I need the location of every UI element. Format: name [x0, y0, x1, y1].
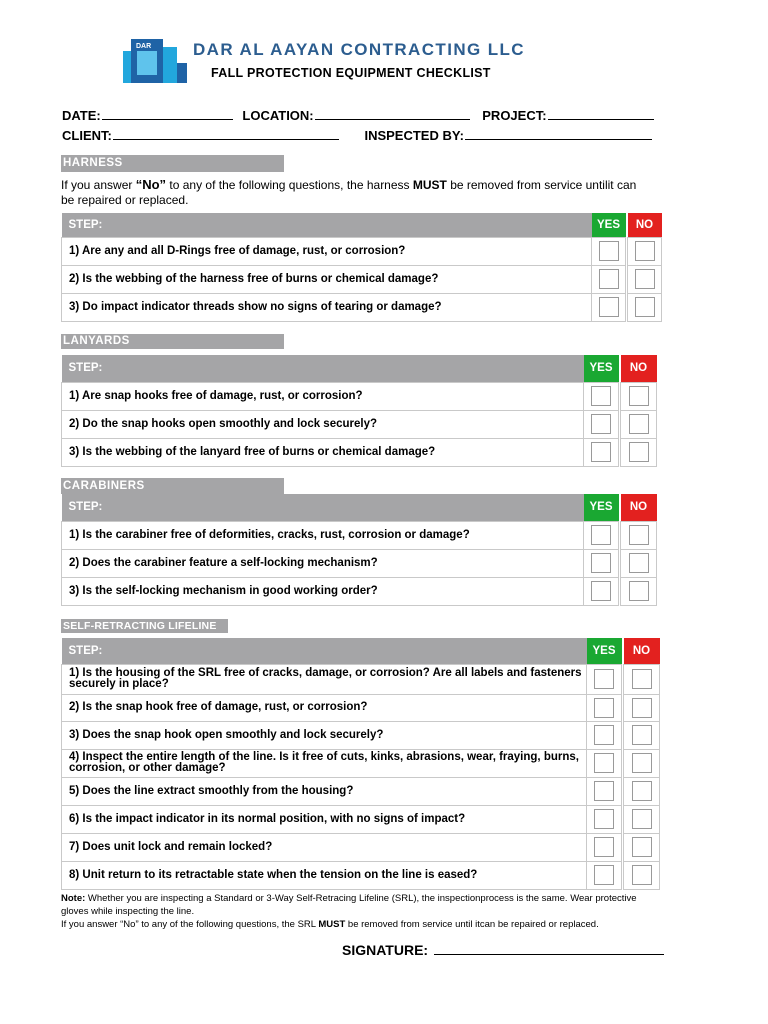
yes-checkbox[interactable] — [594, 865, 614, 885]
question-text: 6) Is the impact indicator in its normal position, with no signs of impact? — [62, 805, 587, 833]
yes-checkbox[interactable] — [591, 414, 611, 434]
lanyards-section-title: LANYARDS — [61, 334, 284, 349]
location-label: LOCATION: — [242, 108, 314, 123]
question-text: 3) Do impact indicator threads show no signs of tearing or damage? — [62, 293, 592, 321]
step-header: STEP: — [62, 213, 592, 237]
note-line-2 — [61, 918, 661, 931]
no-checkbox[interactable] — [629, 414, 649, 434]
question-text: 8) Unit return to its retractable state when the tension on the line is eased? — [62, 861, 587, 889]
yes-checkbox[interactable] — [594, 781, 614, 801]
table-row — [62, 805, 660, 833]
no-checkbox[interactable] — [632, 698, 652, 718]
step-header: STEP: — [62, 638, 587, 664]
no-checkbox[interactable] — [632, 753, 652, 773]
question-text: 4) Inspect the entire length of the line. Is it free of cuts, kinks, abrasions, wear, fraying, burns, corrosion, or other damage? — [62, 749, 587, 777]
table-row — [62, 237, 662, 265]
no-checkbox[interactable] — [632, 837, 652, 857]
question-text: 5) Does the line extract smoothly from the housing? — [62, 777, 587, 805]
client-field[interactable] — [113, 126, 339, 140]
no-checkbox[interactable] — [629, 386, 649, 406]
yes-header: YES — [584, 494, 619, 521]
field-row-1 — [62, 106, 654, 123]
yes-checkbox[interactable] — [594, 698, 614, 718]
yes-checkbox[interactable] — [599, 241, 619, 261]
document-title: FALL PROTECTION EQUIPMENT CHECKLIST — [211, 66, 491, 80]
carabiners-table — [61, 494, 657, 606]
step-header: STEP: — [62, 355, 584, 382]
question-text: 3) Does the snap hook open smoothly and lock securely? — [62, 721, 587, 749]
signature-row — [342, 941, 664, 958]
harness-section-title: HARNESS — [61, 155, 284, 172]
intro-text: be removed from service untilit can be repaired or replaced. — [61, 178, 637, 207]
no-checkbox[interactable] — [632, 725, 652, 745]
step-header: STEP: — [62, 494, 584, 521]
table-row — [62, 861, 660, 889]
table-row — [62, 833, 660, 861]
note-label: Note: — [61, 893, 86, 904]
no-checkbox[interactable] — [632, 669, 652, 689]
note-text: Whether you are inspecting a Standard or 3-Way Self-Retracing Lifeline (SRL), the inspectionprocess is the same. Wear protective gloves while inspecting the line. — [61, 893, 637, 917]
question-text: 2) Is the snap hook free of damage, rust, or corrosion? — [62, 694, 587, 721]
signature-label: SIGNATURE: — [342, 942, 429, 958]
no-checkbox[interactable] — [635, 241, 655, 261]
no-checkbox[interactable] — [635, 297, 655, 317]
table-row — [62, 382, 657, 410]
intro-must: MUST — [412, 178, 447, 192]
table-row — [62, 694, 660, 721]
location-field[interactable] — [315, 106, 470, 120]
question-text: 2) Is the webbing of the harness free of burns or chemical damage? — [62, 265, 592, 293]
note-line-1 — [61, 892, 661, 918]
table-row — [62, 721, 660, 749]
date-field[interactable] — [102, 106, 233, 120]
yes-checkbox[interactable] — [594, 753, 614, 773]
yes-checkbox[interactable] — [591, 386, 611, 406]
table-row — [62, 521, 657, 549]
table-row — [62, 549, 657, 577]
logo-text: DAR — [136, 43, 152, 50]
yes-header: YES — [584, 355, 619, 382]
yes-checkbox[interactable] — [594, 809, 614, 829]
intro-text: If you answer — [61, 178, 136, 192]
no-checkbox[interactable] — [632, 809, 652, 829]
yes-checkbox[interactable] — [591, 581, 611, 601]
yes-checkbox[interactable] — [599, 269, 619, 289]
intro-text: to any of the following questions, the harness — [166, 178, 413, 192]
table-row — [62, 293, 662, 321]
harness-instructions — [61, 177, 651, 208]
question-text: 7) Does unit lock and remain locked? — [62, 833, 587, 861]
inspected-by-label: INSPECTED BY: — [364, 128, 464, 143]
no-header: NO — [621, 355, 657, 382]
intro-no: “No” — [135, 177, 167, 192]
question-text: 3) Is the webbing of the lanyard free of burns or chemical damage? — [62, 438, 584, 466]
date-label: DATE: — [62, 108, 101, 123]
company-name: DAR AL AAYAN CONTRACTING LLC — [193, 40, 525, 59]
question-text: 3) Is the self-locking mechanism in good working order? — [62, 577, 584, 605]
question-text: 2) Do the snap hooks open smoothly and lock securely? — [62, 410, 584, 438]
question-text: 1) Are snap hooks free of damage, rust, or corrosion? — [62, 382, 584, 410]
yes-checkbox[interactable] — [599, 297, 619, 317]
question-text: 1) Is the housing of the SRL free of cracks, damage, or corrosion? Are all labels and fasteners securely in place? — [62, 664, 587, 694]
no-header: NO — [621, 494, 657, 521]
yes-checkbox[interactable] — [594, 837, 614, 857]
question-text: 1) Are any and all D-Rings free of damage, rust, or corrosion? — [62, 237, 592, 265]
yes-header: YES — [592, 213, 626, 237]
table-row — [62, 577, 657, 605]
table-row — [62, 265, 662, 293]
signature-field[interactable] — [434, 941, 664, 955]
yes-checkbox[interactable] — [594, 725, 614, 745]
question-text: 1) Is the carabiner free of deformities, cracks, rust, corrosion or damage? — [62, 521, 584, 549]
field-row-2 — [62, 126, 652, 143]
lanyards-table — [61, 355, 657, 467]
yes-header: YES — [587, 638, 622, 664]
srl-section-title: SELF-RETRACTING LIFELINE — [61, 619, 228, 633]
client-label: CLIENT: — [62, 128, 112, 143]
note-must: MUST — [318, 919, 346, 930]
note-block — [61, 892, 661, 931]
yes-checkbox[interactable] — [591, 553, 611, 573]
note-text: be removed from service until itcan be repaired or replaced. — [345, 919, 599, 930]
yes-checkbox[interactable] — [594, 669, 614, 689]
table-row — [62, 438, 657, 466]
table-row — [62, 749, 660, 777]
harness-table — [61, 213, 662, 322]
no-checkbox[interactable] — [632, 865, 652, 885]
yes-checkbox[interactable] — [591, 525, 611, 545]
no-header: NO — [624, 638, 660, 664]
no-checkbox[interactable] — [629, 442, 649, 462]
project-field[interactable] — [548, 106, 654, 120]
no-header: NO — [628, 213, 662, 237]
no-checkbox[interactable] — [629, 581, 649, 601]
table-row — [62, 664, 660, 694]
table-row — [62, 777, 660, 805]
question-text: 2) Does the carabiner feature a self-locking mechanism? — [62, 549, 584, 577]
note-text: If you answer “No” to any of the following questions, the SRL — [61, 919, 319, 930]
yes-checkbox[interactable] — [591, 442, 611, 462]
inspected-by-field[interactable] — [465, 126, 652, 140]
no-checkbox[interactable] — [632, 781, 652, 801]
project-label: PROJECT: — [482, 108, 547, 123]
table-row — [62, 410, 657, 438]
carabiners-section-title: CARABINERS — [61, 478, 284, 494]
no-checkbox[interactable] — [629, 525, 649, 545]
no-checkbox[interactable] — [635, 269, 655, 289]
no-checkbox[interactable] — [629, 553, 649, 573]
srl-table — [61, 638, 660, 890]
company-logo — [123, 37, 189, 83]
